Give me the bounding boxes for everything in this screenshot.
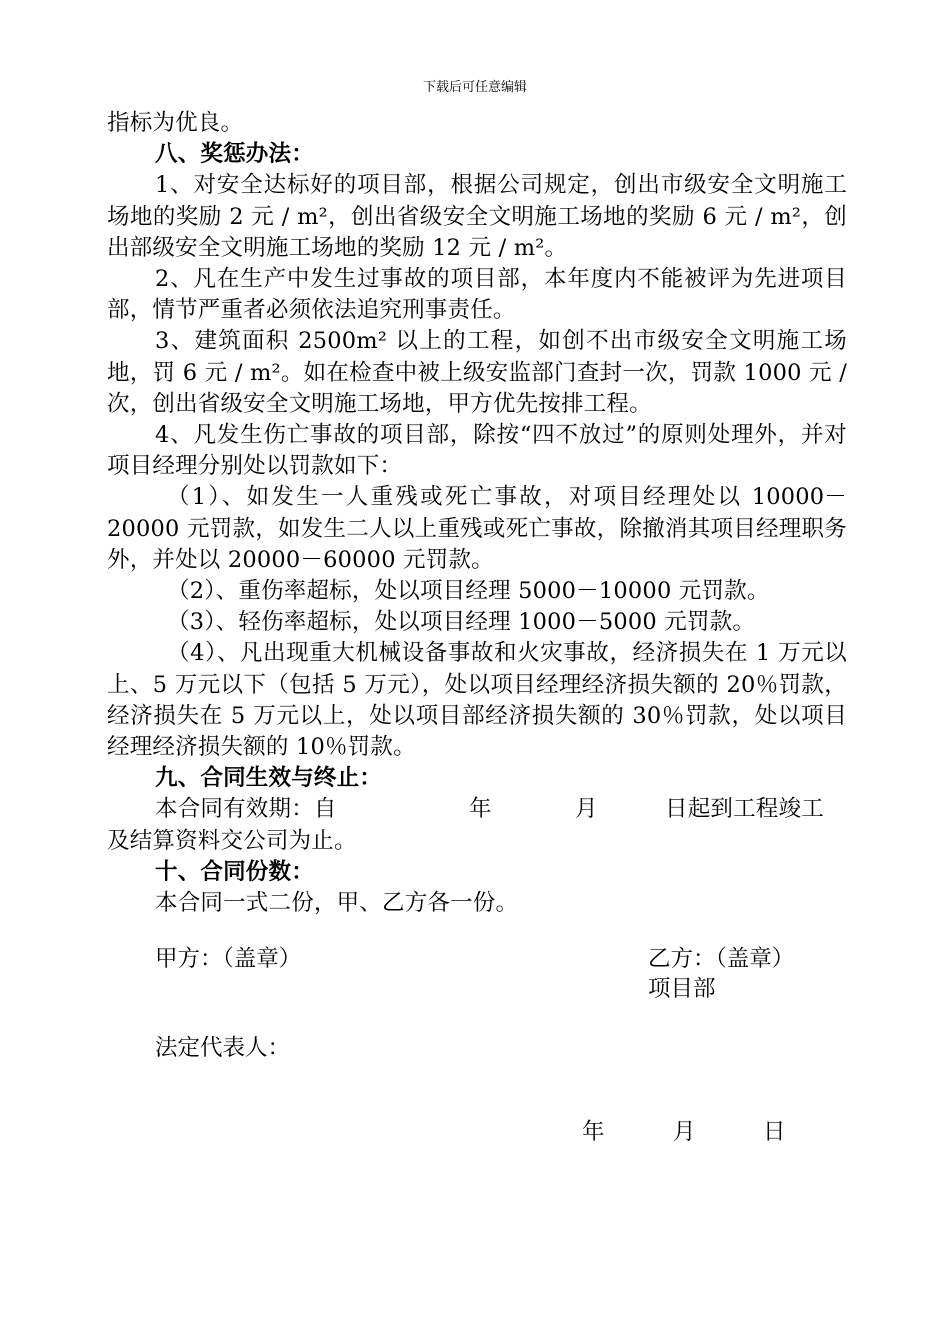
validity-suffix: 日起到工程竣工 (665, 796, 824, 823)
sign-month: 月 (673, 1119, 696, 1145)
clause-1: 1、对安全达标好的项目部，根据公司规定，创出市级安全文明施工场地的奖励 2 元 / m²，创出省级安全文明施工场地的奖励 6 元 / m²，创出部级安全文明施工场地的奖励 12 元 / m²。 (107, 172, 847, 261)
party-a-seal: 甲方：（盖章） (155, 946, 302, 972)
party-b-seal: 乙方：（盖章） (648, 946, 795, 972)
clause-4-item-4: （4）、凡出现重大机械设备事故和火灾事故，经济损失在 1 万元以上、5 万元以下（包括 5 万元），处以项目经理经济损失额的 20％罚款，经济损失在 5 万元以上，处以项目部经济损失额的 30％罚款，处以项目经理经济损失额的 10％罚款。 (107, 640, 847, 761)
legal-representative: 法定代表人： (155, 1035, 291, 1061)
section-heading-10: 十、合同份数： (155, 858, 314, 885)
section-heading-9: 九、合同生效与终止： (155, 765, 383, 792)
sign-year: 年 (582, 1119, 605, 1145)
validity-prefix: 本合同有效期：自 (155, 796, 337, 823)
header-note: 下载后可任意编辑 (422, 80, 527, 95)
clause-4-item-2: （2）、重伤率超标，处以项目经理 5000－10000 元罚款。 (167, 578, 770, 605)
clause-4: 4、凡发生伤亡事故的项目部，除按“四不放过”的原则处理外，并对项目经理分别处以罚款如下： (107, 422, 847, 480)
clause-3: 3、建筑面积 2500m² 以上的工程，如创不出市级安全文明施工场地，罚 6 元 / m²。如在检查中被上级安监部门查封一次，罚款 1000 元 / 次，创出省级安全文明施工场地，甲方优先按排工程。 (107, 328, 847, 417)
clause-2: 2、凡在生产中发生过事故的项目部，本年度内不能被评为先进项目部，情节严重者必须依法追究刑事责任。 (107, 266, 847, 324)
validity-continuation: 及结算资料交公司为止。 (107, 827, 357, 854)
sign-day: 日 (763, 1119, 786, 1145)
contract-body (107, 108, 847, 919)
clause-4-item-1: （1）、如发生一人重残或死亡事故，对项目经理处以 10000－20000 元罚款，如发生二人以上重残或死亡事故，除撤消其项目经理职务外，并处以 20000－60000 元罚款。 (107, 484, 847, 573)
section-heading-8: 八、奖惩办法： (155, 141, 314, 168)
paragraph-continuation: 指标为优良。 (107, 110, 244, 136)
validity-line (107, 794, 847, 825)
validity-year: 年 (469, 796, 492, 823)
validity-month: 月 (575, 796, 598, 823)
clause-4-item-3: （3）、轻伤率超标，处以项目经理 1000－5000 元罚款。 (167, 609, 756, 636)
copies-clause: 本合同一式二份，甲、乙方各一份。 (155, 890, 519, 917)
party-b-department: 项目部 (648, 976, 716, 1002)
